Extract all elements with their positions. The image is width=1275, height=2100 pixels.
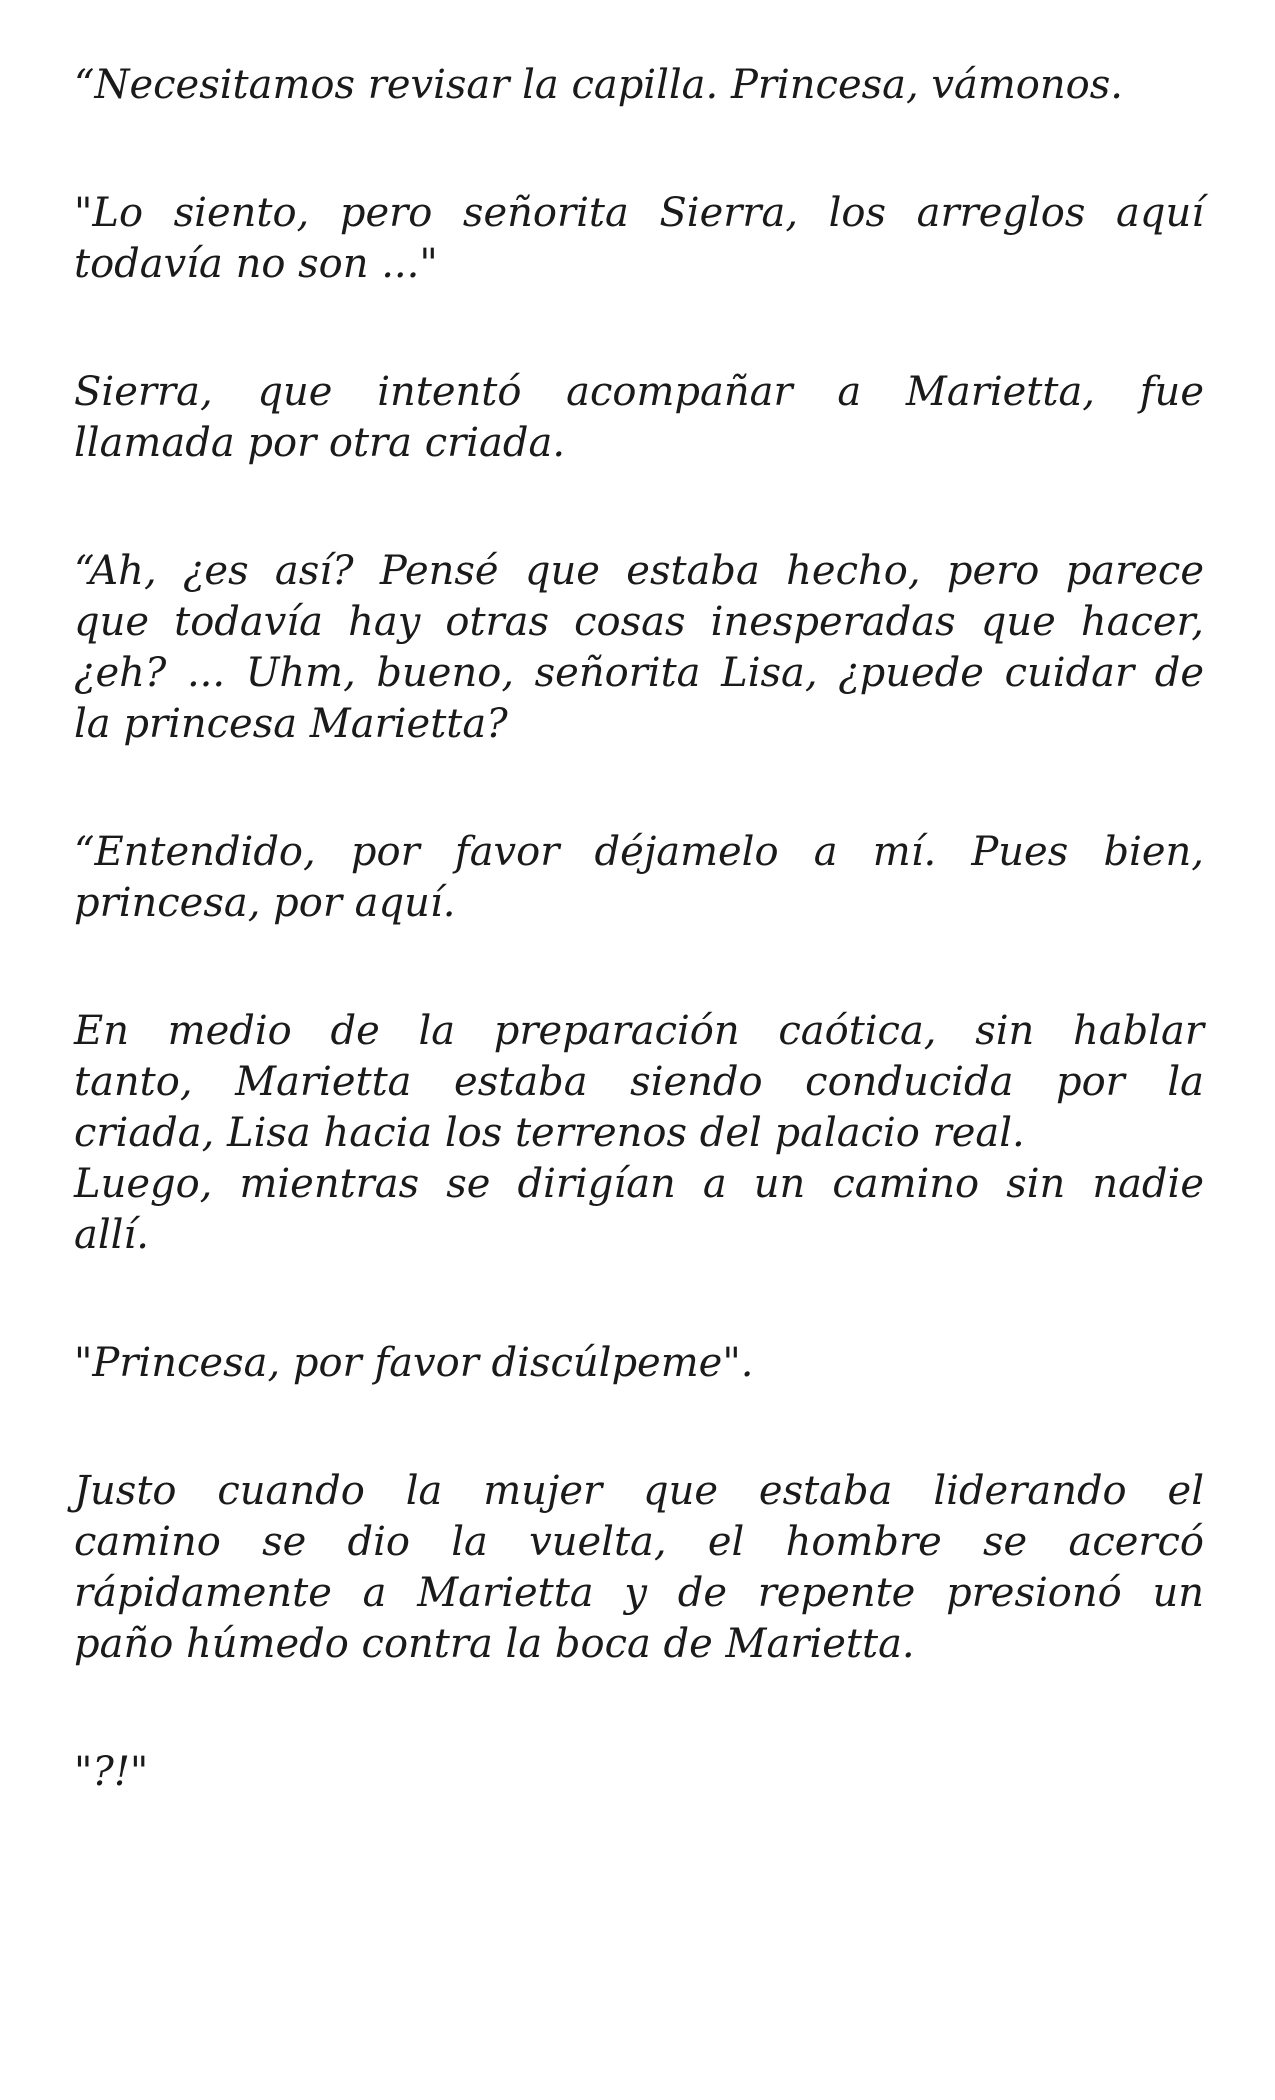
text-line: "?!" (74, 1749, 149, 1795)
paragraph-9 (74, 1747, 1204, 1798)
text-line: Sierra, que intentó acompañar a Marietta, fue (74, 369, 1204, 415)
paragraph-7 (74, 1338, 1204, 1389)
paragraph-3 (74, 367, 1204, 469)
paragraph-1 (74, 60, 1204, 111)
text-line: “Entendido, por favor déjamelo a mí. Pues bien, (74, 829, 1204, 875)
text-line: tanto, Marietta estaba siendo conducida por la (74, 1059, 1204, 1105)
text-line: "Lo siento, pero señorita Sierra, los arreglos aquí (74, 190, 1204, 236)
document-page (74, 60, 1204, 1875)
paragraph-8 (74, 1466, 1204, 1670)
paragraph-6 (74, 1006, 1204, 1261)
text-line: En medio de la preparación caótica, sin hablar (74, 1008, 1204, 1054)
paragraph-4 (74, 546, 1204, 750)
text-line: "Princesa, por favor discúlpeme". (74, 1340, 754, 1386)
text-line: paño húmedo contra la boca de Marietta. (74, 1621, 915, 1667)
text-line: criada, Lisa hacia los terrenos del palacio real. (74, 1110, 1025, 1156)
text-line: Luego, mientras se dirigían a un camino sin nadie (74, 1161, 1204, 1207)
text-line: allí. (74, 1212, 149, 1258)
text-line: camino se dio la vuelta, el hombre se acercó (74, 1519, 1204, 1565)
text-line: princesa, por aquí. (74, 880, 456, 926)
text-line: Justo cuando la mujer que estaba liderando el (74, 1468, 1204, 1514)
text-line: “Ah, ¿es así? Pensé que estaba hecho, pero parece (74, 548, 1204, 594)
text-line: llamada por otra criada. (74, 420, 566, 466)
paragraph-5 (74, 827, 1204, 929)
text-line: que todavía hay otras cosas inesperadas que hacer, (74, 599, 1204, 645)
paragraph-2 (74, 188, 1204, 290)
text-line: la princesa Marietta? (74, 701, 508, 747)
text-line: rápidamente a Marietta y de repente presionó un (74, 1570, 1204, 1616)
text-line: “Necesitamos revisar la capilla. Princesa, vámonos. (74, 62, 1123, 108)
text-line: todavía no son ..." (74, 241, 438, 287)
text-line: ¿eh? ... Uhm, bueno, señorita Lisa, ¿puede cuidar de (74, 650, 1204, 696)
